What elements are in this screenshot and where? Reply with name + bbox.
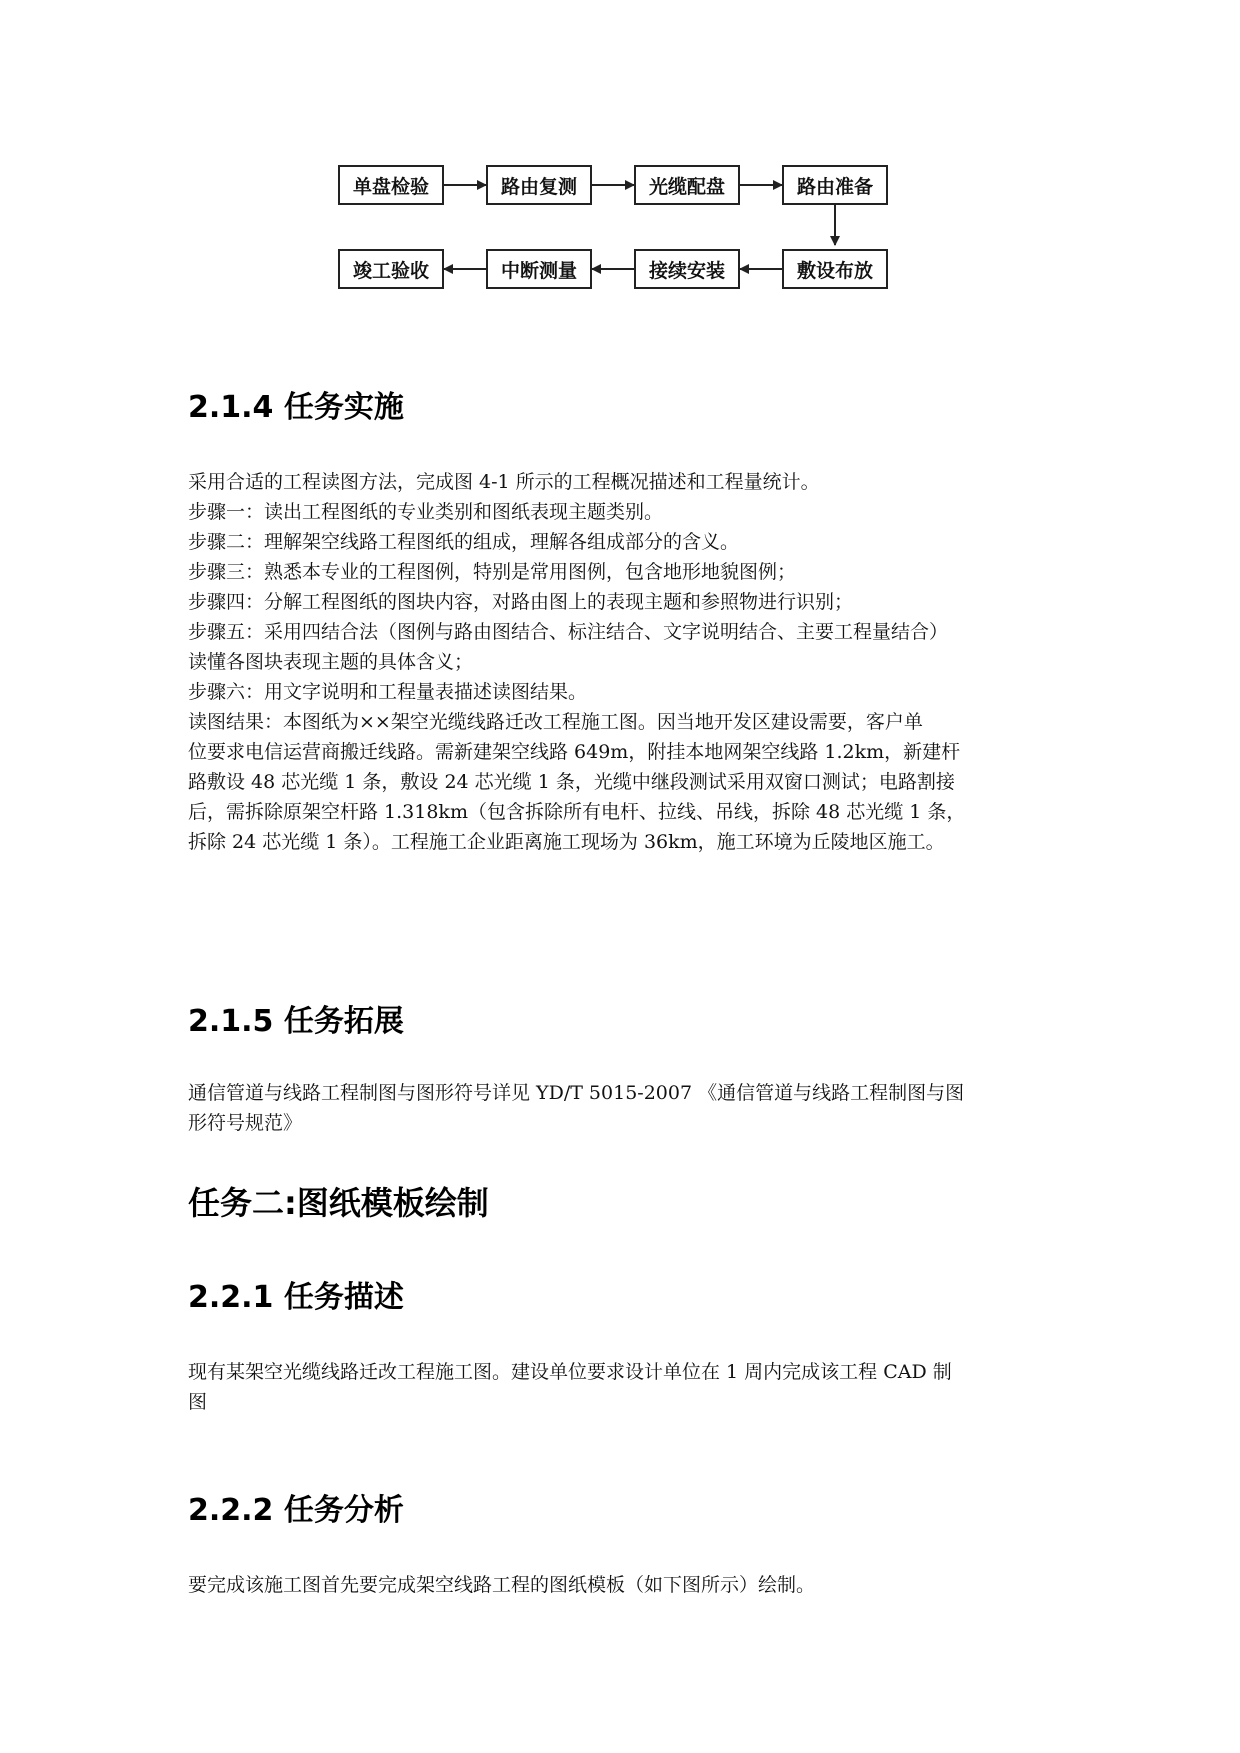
section-2-1-5-heading: 2.1.5 任务拓展 xyxy=(188,1004,404,1039)
flow-step-splicing-installation: 接续安装 xyxy=(634,249,740,289)
body-line: 步骤三：熟悉本专业的工程图例，特别是常用图例，包含地形地貌图例； xyxy=(188,561,797,583)
flow-step-cable-reel-allocation: 光缆配盘 xyxy=(634,165,740,205)
flow-step-laying: 敷设布放 xyxy=(782,249,888,289)
flow-step-completion-acceptance: 竣工验收 xyxy=(338,249,444,289)
body-line: 采用合适的工程读图方法，完成图 4-1 所示的工程概况描述和工程量统计。 xyxy=(188,471,820,493)
flow-step-route-preparation: 路由准备 xyxy=(782,165,888,205)
section-2-2-2-body xyxy=(188,1570,1058,1600)
body-line: 读懂各图块表现主题的具体含义； xyxy=(188,651,474,673)
flow-step-relay-measurement: 中断测量 xyxy=(486,249,592,289)
task-two-heading: 任务二:图纸模板绘制 xyxy=(188,1184,489,1222)
section-2-1-4-body xyxy=(188,467,1058,857)
flow-step-single-reel-inspection: 单盘检验 xyxy=(338,165,444,205)
body-line: 步骤五：采用四结合法（图例与路由图结合、标注结合、文字说明结合、主要工程量结合） xyxy=(188,621,949,643)
body-line: 通信管道与线路工程制图与图形符号详见 YD/T 5015-2007 《通信管道与线路工程制图与图 xyxy=(188,1082,965,1104)
body-line: 要完成该施工图首先要完成架空线路工程的图纸模板（如下图所示）绘制。 xyxy=(188,1574,816,1596)
body-line: 现有某架空光缆线路迁改工程施工图。建设单位要求设计单位在 1 周内完成该工程 CAD 制 xyxy=(188,1361,952,1383)
body-line: 步骤一：读出工程图纸的专业类别和图纸表现主题类别。 xyxy=(188,501,664,523)
body-line: 位要求电信运营商搬迁线路。需新建架空线路 649m，附挂本地网架空线路 1.2km，新建杆 xyxy=(188,741,961,763)
body-line: 步骤四：分解工程图纸的图块内容，对路由图上的表现主题和参照物进行识别； xyxy=(188,591,854,613)
flow-step-route-resurvey: 路由复测 xyxy=(486,165,592,205)
body-line: 后，需拆除原架空杆路 1.318km（包含拆除所有电杆、拉线、吊线，拆除 48 芯光缆 1 条， xyxy=(188,801,966,823)
body-line: 拆除 24 芯光缆 1 条）。工程施工企业距离施工现场为 36km，施工环境为丘陵地区施工。 xyxy=(188,831,945,853)
body-line: 图 xyxy=(188,1391,208,1413)
body-line: 形符号规范》 xyxy=(188,1112,303,1134)
section-2-1-5-body xyxy=(188,1078,1058,1138)
body-line: 步骤六：用文字说明和工程量表描述读图结果。 xyxy=(188,681,588,703)
body-line: 路敷设 48 芯光缆 1 条，敷设 24 芯光缆 1 条，光缆中继段测试采用双窗口测试；电路割接 xyxy=(188,771,955,793)
process-flowchart xyxy=(338,159,898,297)
section-2-1-4-heading: 2.1.4 任务实施 xyxy=(188,390,404,425)
body-line: 读图结果：本图纸为××架空光缆线路迁改工程施工图。因当地开发区建设需要，客户单 xyxy=(188,711,923,733)
section-2-2-1-heading: 2.2.1 任务描述 xyxy=(188,1280,404,1315)
body-line: 步骤二：理解架空线路工程图纸的组成，理解各组成部分的含义。 xyxy=(188,531,740,553)
section-2-2-2-heading: 2.2.2 任务分析 xyxy=(188,1493,404,1528)
section-2-2-1-body xyxy=(188,1357,1058,1417)
